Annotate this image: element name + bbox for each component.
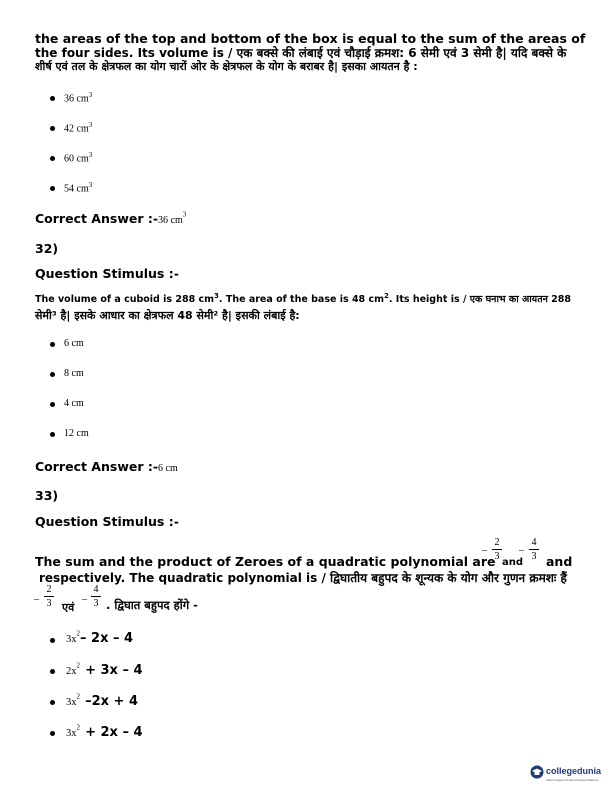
graduation-cap-icon (530, 765, 544, 779)
q31-option-c[interactable]: 60 $cm^3$ (64, 151, 93, 165)
logo-tagline: India's largest Student Review Platform (546, 778, 599, 782)
minus-sign: – (34, 594, 39, 605)
bullet (50, 731, 55, 736)
bullet (50, 402, 55, 407)
q32-option-a[interactable]: 6 cm (64, 338, 84, 349)
q33-number: 33) (35, 488, 59, 503)
q33-evam: एवं (62, 601, 75, 614)
q33-and-word: and (502, 557, 524, 568)
q32-line1: The volume of a cuboid is 288 $cm^3$. The area of the base is 48 $cm^2$. Its height is / एक घनाभ का आयतन 288 (35, 292, 572, 306)
minus-sign: – (82, 594, 87, 605)
q33-fraction-product: 4 3 (529, 537, 539, 562)
q32-number: 32) (35, 241, 59, 256)
bullet (50, 96, 55, 101)
q31-option-d[interactable]: 54 $cm^3$ (64, 181, 93, 195)
bullet (50, 186, 55, 191)
minus-sign: – (482, 545, 487, 556)
q33-fraction-sum: 2 3 (492, 537, 502, 562)
q31-option-b[interactable]: 42 $cm^3$ (64, 121, 93, 135)
q33-option-c[interactable]: $3x^2$ –2x + 4 (66, 692, 139, 709)
q31-line1: the areas of the top and bottom of the box is equal to the sum of the areas of (35, 31, 586, 46)
q33-option-a[interactable]: $3x^2-$ 2x – 4 (66, 629, 134, 646)
q32-correct-answer: Correct Answer :-6 cm (35, 459, 178, 474)
q31-option-a[interactable]: 36 $cm^3$ (64, 91, 93, 105)
q33-option-d[interactable]: $3x^2 + 2x - 4$ (66, 723, 143, 740)
minus-sign: – (519, 545, 524, 556)
q32-option-d[interactable]: 12 cm (64, 428, 89, 439)
q33-fraction-sum-2: 2 3 (44, 584, 54, 609)
q31-line2: the four sides. Its volume is / एक बक्से की लंबाई एवं चौड़ाई क्रमश: 6 सेमी एवं 3 सेमी है| यदि बक्से के (35, 46, 567, 60)
bullet (50, 700, 55, 705)
bullet (50, 372, 55, 377)
logo-brand-text: collegedunia (546, 766, 602, 776)
bullet (50, 669, 55, 674)
q31-line3: शीर्ष एवं तल के क्षेत्रफल का योग चारों ओर के क्षेत्रफल के योग के बराबर है| इसका आयतन है : (35, 60, 418, 73)
bullet (50, 638, 55, 643)
q33-stimulus-label: Question Stimulus :- (35, 514, 179, 529)
q33-option-b[interactable]: $2x^2 + 3x - 4$ (66, 661, 143, 678)
q33-and-end: and (546, 554, 573, 569)
collegedunia-logo (530, 763, 610, 789)
bullet (50, 432, 55, 437)
q32-stimulus-label: Question Stimulus :- (35, 266, 179, 281)
q33-line1: The sum and the product of Zeroes of a quadratic polynomial are (35, 554, 496, 569)
q32-option-c[interactable]: 4 cm (64, 398, 84, 409)
q33-line2: respectively. The quadratic polynomial is / द्विघातीय बहुपद के शून्यक के योग और गुणन क्रमशः हैं (39, 571, 567, 585)
bullet (50, 342, 55, 347)
q32-option-b[interactable]: 8 cm (64, 368, 84, 379)
q32-line2: सेमी³ है| इसके आधार का क्षेत्रफल 48 सेमी² है| इसकी लंबाई है: (35, 309, 300, 322)
bullet (50, 156, 55, 161)
q33-fraction-product-2: 4 3 (91, 584, 101, 609)
q31-correct-answer: Correct Answer :-36 $cm^3$ (35, 210, 187, 226)
q33-line3-end: . द्विघात बहुपद होंगे - (106, 598, 198, 612)
bullet (50, 126, 55, 131)
